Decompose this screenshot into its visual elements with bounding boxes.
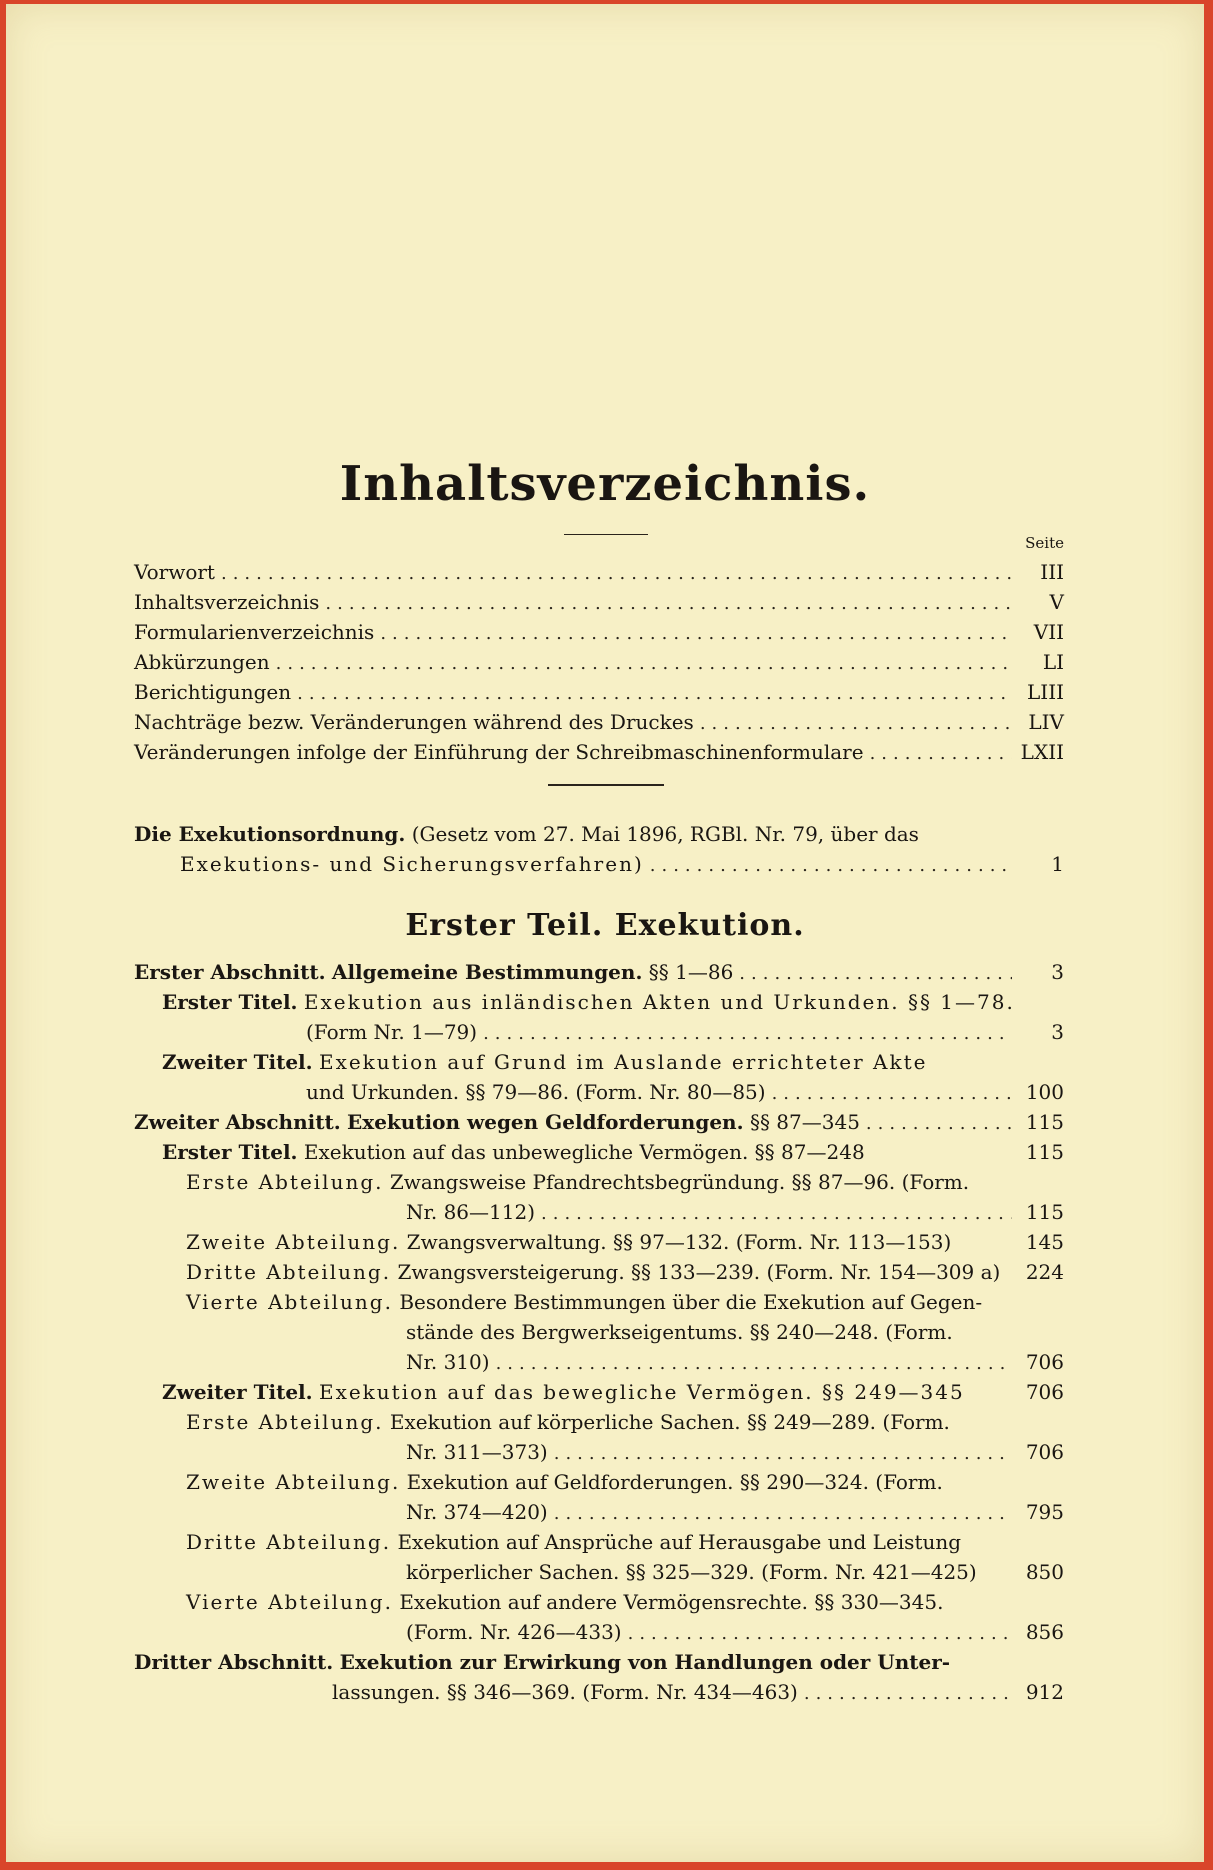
toc-row-vierte-abteilung-1-cont2[interactable] [406, 1348, 1064, 1378]
toc-label: Vorwort [134, 560, 215, 584]
toc-page: 706 [1025, 1440, 1064, 1464]
entry-text: und Urkunden. §§ 79—86. (Form. Nr. 80—85) [306, 1080, 766, 1104]
toc-page: 1 [1051, 852, 1064, 876]
entry-text: lassungen. §§ 346—369. (Form. Nr. 434—463) [332, 1680, 798, 1704]
toc-page: 115 [1025, 1110, 1064, 1134]
entry-text: Nr. 374—420) [406, 1500, 548, 1524]
toc-page: VII [1033, 620, 1064, 644]
toc-page: 795 [1025, 1500, 1064, 1524]
entry-lead: Dritte Abteilung. [186, 1530, 392, 1554]
toc-row-zweite-abteilung-1[interactable] [186, 1228, 1064, 1256]
entry-lead: Vierte Abteilung. [186, 1290, 393, 1314]
toc-row-vierte-abteilung-2-cont[interactable] [406, 1618, 1064, 1648]
toc-row-nachtraege[interactable] [134, 708, 1064, 738]
entry-lead: Zweiter Titel. [162, 1380, 313, 1404]
toc-label: Nachträge bezw. Veränderungen während des Druckes [134, 710, 694, 734]
eo-lead: Die Exekutionsordnung. [134, 822, 406, 846]
toc-row-dritter-abschnitt[interactable] [134, 1648, 950, 1676]
entry-text: Exekution auf Geldforderungen. §§ 290—324. (Form. [406, 1470, 943, 1494]
toc-label: Berichtigungen [134, 680, 292, 704]
toc-label: Abkürzungen [134, 650, 270, 674]
toc-row-erster-titel-1[interactable] [162, 988, 1015, 1016]
entry-text: Exekution auf andere Vermögensrechte. §§ 330—345. [399, 1590, 944, 1614]
toc-page: III [1040, 560, 1064, 584]
eo-text-1: (Gesetz vom 27. Mai 1896, RGBl. Nr. 79, über das [411, 822, 919, 846]
toc-row-dritte-abteilung-2-cont[interactable] [406, 1558, 1064, 1586]
entry-text: Exekution aus inländischen Akten und Urkunden. §§ 1—78. [303, 990, 1015, 1014]
title-rule [564, 534, 648, 535]
entry-text: stände des Bergwerkseigentums. §§ 240—248. (Form. [406, 1320, 953, 1344]
toc-row-erste-abteilung-1-cont[interactable] [406, 1198, 1064, 1228]
page-title: Inhaltsverzeichnis. [339, 456, 871, 512]
toc-row-abkuerzungen[interactable] [134, 648, 1064, 678]
eo-line-1[interactable] [134, 820, 919, 848]
toc-row-dritte-abteilung-1[interactable] [186, 1258, 1064, 1286]
entry-lead: Zweite Abteilung. [186, 1470, 401, 1494]
toc-page: 224 [1025, 1260, 1064, 1284]
toc-page: 115 [1025, 1200, 1064, 1224]
toc-page: 850 [1025, 1560, 1064, 1584]
entry-text: Besondere Bestimmungen über die Exekution auf Gegen- [399, 1290, 983, 1314]
toc-row-berichtigungen[interactable] [134, 678, 1064, 708]
toc-page: 706 [1025, 1350, 1064, 1374]
entry-lead: Vierte Abteilung. [186, 1590, 393, 1614]
toc-row-inhaltsverzeichnis[interactable] [134, 588, 1064, 618]
entry-lead: Erster Titel. [162, 1140, 298, 1164]
toc-row-vierte-abteilung-1-cont[interactable] [406, 1318, 953, 1346]
page-column-label: Seite [1025, 534, 1064, 552]
entry-text: Zwangsweise Pfandrechtsbegründung. §§ 87—96. (Form. [389, 1170, 970, 1194]
toc-row-dritter-abschnitt-cont[interactable] [332, 1678, 1064, 1708]
toc-row-zweiter-titel-1-cont[interactable] [306, 1078, 1064, 1108]
part-heading: Erster Teil. Exekution. [405, 908, 805, 943]
toc-row-formularienverzeichnis[interactable] [134, 618, 1064, 648]
toc-row-erste-abteilung-2-cont[interactable] [406, 1438, 1064, 1468]
entry-lead: Zweiter Abschnitt. [134, 1110, 341, 1134]
toc-row-erste-abteilung-1[interactable] [186, 1168, 969, 1196]
toc-row-vierte-abteilung-2[interactable] [186, 1588, 943, 1616]
entry-text: Exekution auf Grund im Auslande errichteter Akte [318, 1050, 928, 1074]
toc-row-vierte-abteilung-1[interactable] [186, 1288, 982, 1316]
toc-page: LIII [1027, 680, 1064, 704]
toc-row-dritte-abteilung-2[interactable] [186, 1528, 961, 1556]
entry-lead: Erster Titel. [162, 990, 298, 1014]
entry-text: Exekution auf das bewegliche Vermögen. §§ 249—345 [318, 1380, 965, 1404]
toc-page: 3 [1051, 1020, 1064, 1044]
toc-page: LXII [1020, 740, 1064, 764]
toc-page: V [1049, 590, 1064, 614]
document-page [6, 4, 1204, 1862]
toc-row-erster-titel-1-cont[interactable] [306, 1018, 1064, 1048]
entry-text: Exekution auf körperliche Sachen. §§ 249—289. (Form. [389, 1410, 950, 1434]
entry-lead: Dritter Abschnitt. [134, 1650, 334, 1674]
toc-page: 912 [1025, 1680, 1064, 1704]
eo-line-2[interactable] [180, 850, 1064, 880]
entry-lead: Erste Abteilung. [186, 1410, 384, 1434]
entry-lead: Zweite Abteilung. [186, 1230, 401, 1254]
eo-text-2: Exekutions- und Sicherungsverfahren) [180, 852, 644, 876]
entry-text: (Form. Nr. 426—433) [406, 1620, 622, 1644]
toc-row-zweite-abteilung-2[interactable] [186, 1468, 943, 1496]
toc-row-zweiter-titel-2[interactable] [162, 1378, 1064, 1406]
toc-row-zweite-abteilung-2-cont[interactable] [406, 1498, 1064, 1528]
entry-text: Nr. 311—373) [406, 1440, 548, 1464]
entry-lead: Zweiter Titel. [162, 1050, 313, 1074]
entry-text: Zwangsverwaltung. §§ 97—132. (Form. Nr. 113—153) [406, 1230, 952, 1254]
entry-text: körperlicher Sachen. §§ 325—329. (Form. Nr. 421—425) [406, 1560, 977, 1584]
entry-text: Nr. 86—112) [406, 1200, 536, 1224]
entry-lead-rest: Exekution zur Erwirkung von Handlungen oder Unter- [339, 1650, 951, 1674]
toc-page: 100 [1025, 1080, 1064, 1104]
entry-lead: Dritte Abteilung. [186, 1260, 392, 1284]
entry-lead: Erster Abschnitt. [134, 960, 326, 984]
entry-text: (Form Nr. 1—79) [306, 1020, 478, 1044]
entry-lead-rest: Exekution wegen Geldforderungen. [347, 1110, 744, 1134]
toc-page: 706 [1025, 1380, 1064, 1404]
entry-text: §§ 1—86 [648, 960, 734, 984]
toc-page: 115 [1025, 1140, 1064, 1164]
toc-row-erster-titel-2[interactable] [162, 1138, 1064, 1166]
entry-text: Zwangsversteigerung. §§ 133—239. (Form. Nr. 154—309 a) [397, 1260, 1001, 1284]
toc-label: Inhaltsverzeichnis [134, 590, 320, 614]
toc-row-erste-abteilung-2[interactable] [186, 1408, 950, 1436]
section-rule [548, 784, 664, 786]
entry-lead-rest: Allgemeine Bestimmungen. [331, 960, 643, 984]
toc-row-veraenderungen[interactable] [134, 738, 1064, 768]
entry-text: Exekution auf das unbewegliche Vermögen. §§ 87—248 [303, 1140, 865, 1164]
entry-lead: Erste Abteilung. [186, 1170, 384, 1194]
toc-page: 145 [1025, 1230, 1064, 1254]
toc-label: Veränderungen infolge der Einführung der Schreibmaschinenformulare [134, 740, 864, 764]
toc-page: LI [1042, 650, 1064, 674]
toc-page: 3 [1051, 960, 1064, 984]
toc-page: LIV [1028, 710, 1064, 734]
toc-row-vorwort[interactable] [134, 558, 1064, 588]
toc-label: Formularienverzeichnis [134, 620, 375, 644]
entry-text: Nr. 310) [406, 1350, 490, 1374]
toc-row-erster-abschnitt[interactable] [134, 958, 1064, 988]
toc-page: 856 [1025, 1620, 1064, 1644]
toc-row-zweiter-abschnitt[interactable] [134, 1108, 1064, 1138]
entry-text: §§ 87—345 [749, 1110, 860, 1134]
entry-text: Exekution auf Ansprüche auf Herausgabe und Leistung [397, 1530, 962, 1554]
toc-row-zweiter-titel-1[interactable] [162, 1048, 927, 1076]
